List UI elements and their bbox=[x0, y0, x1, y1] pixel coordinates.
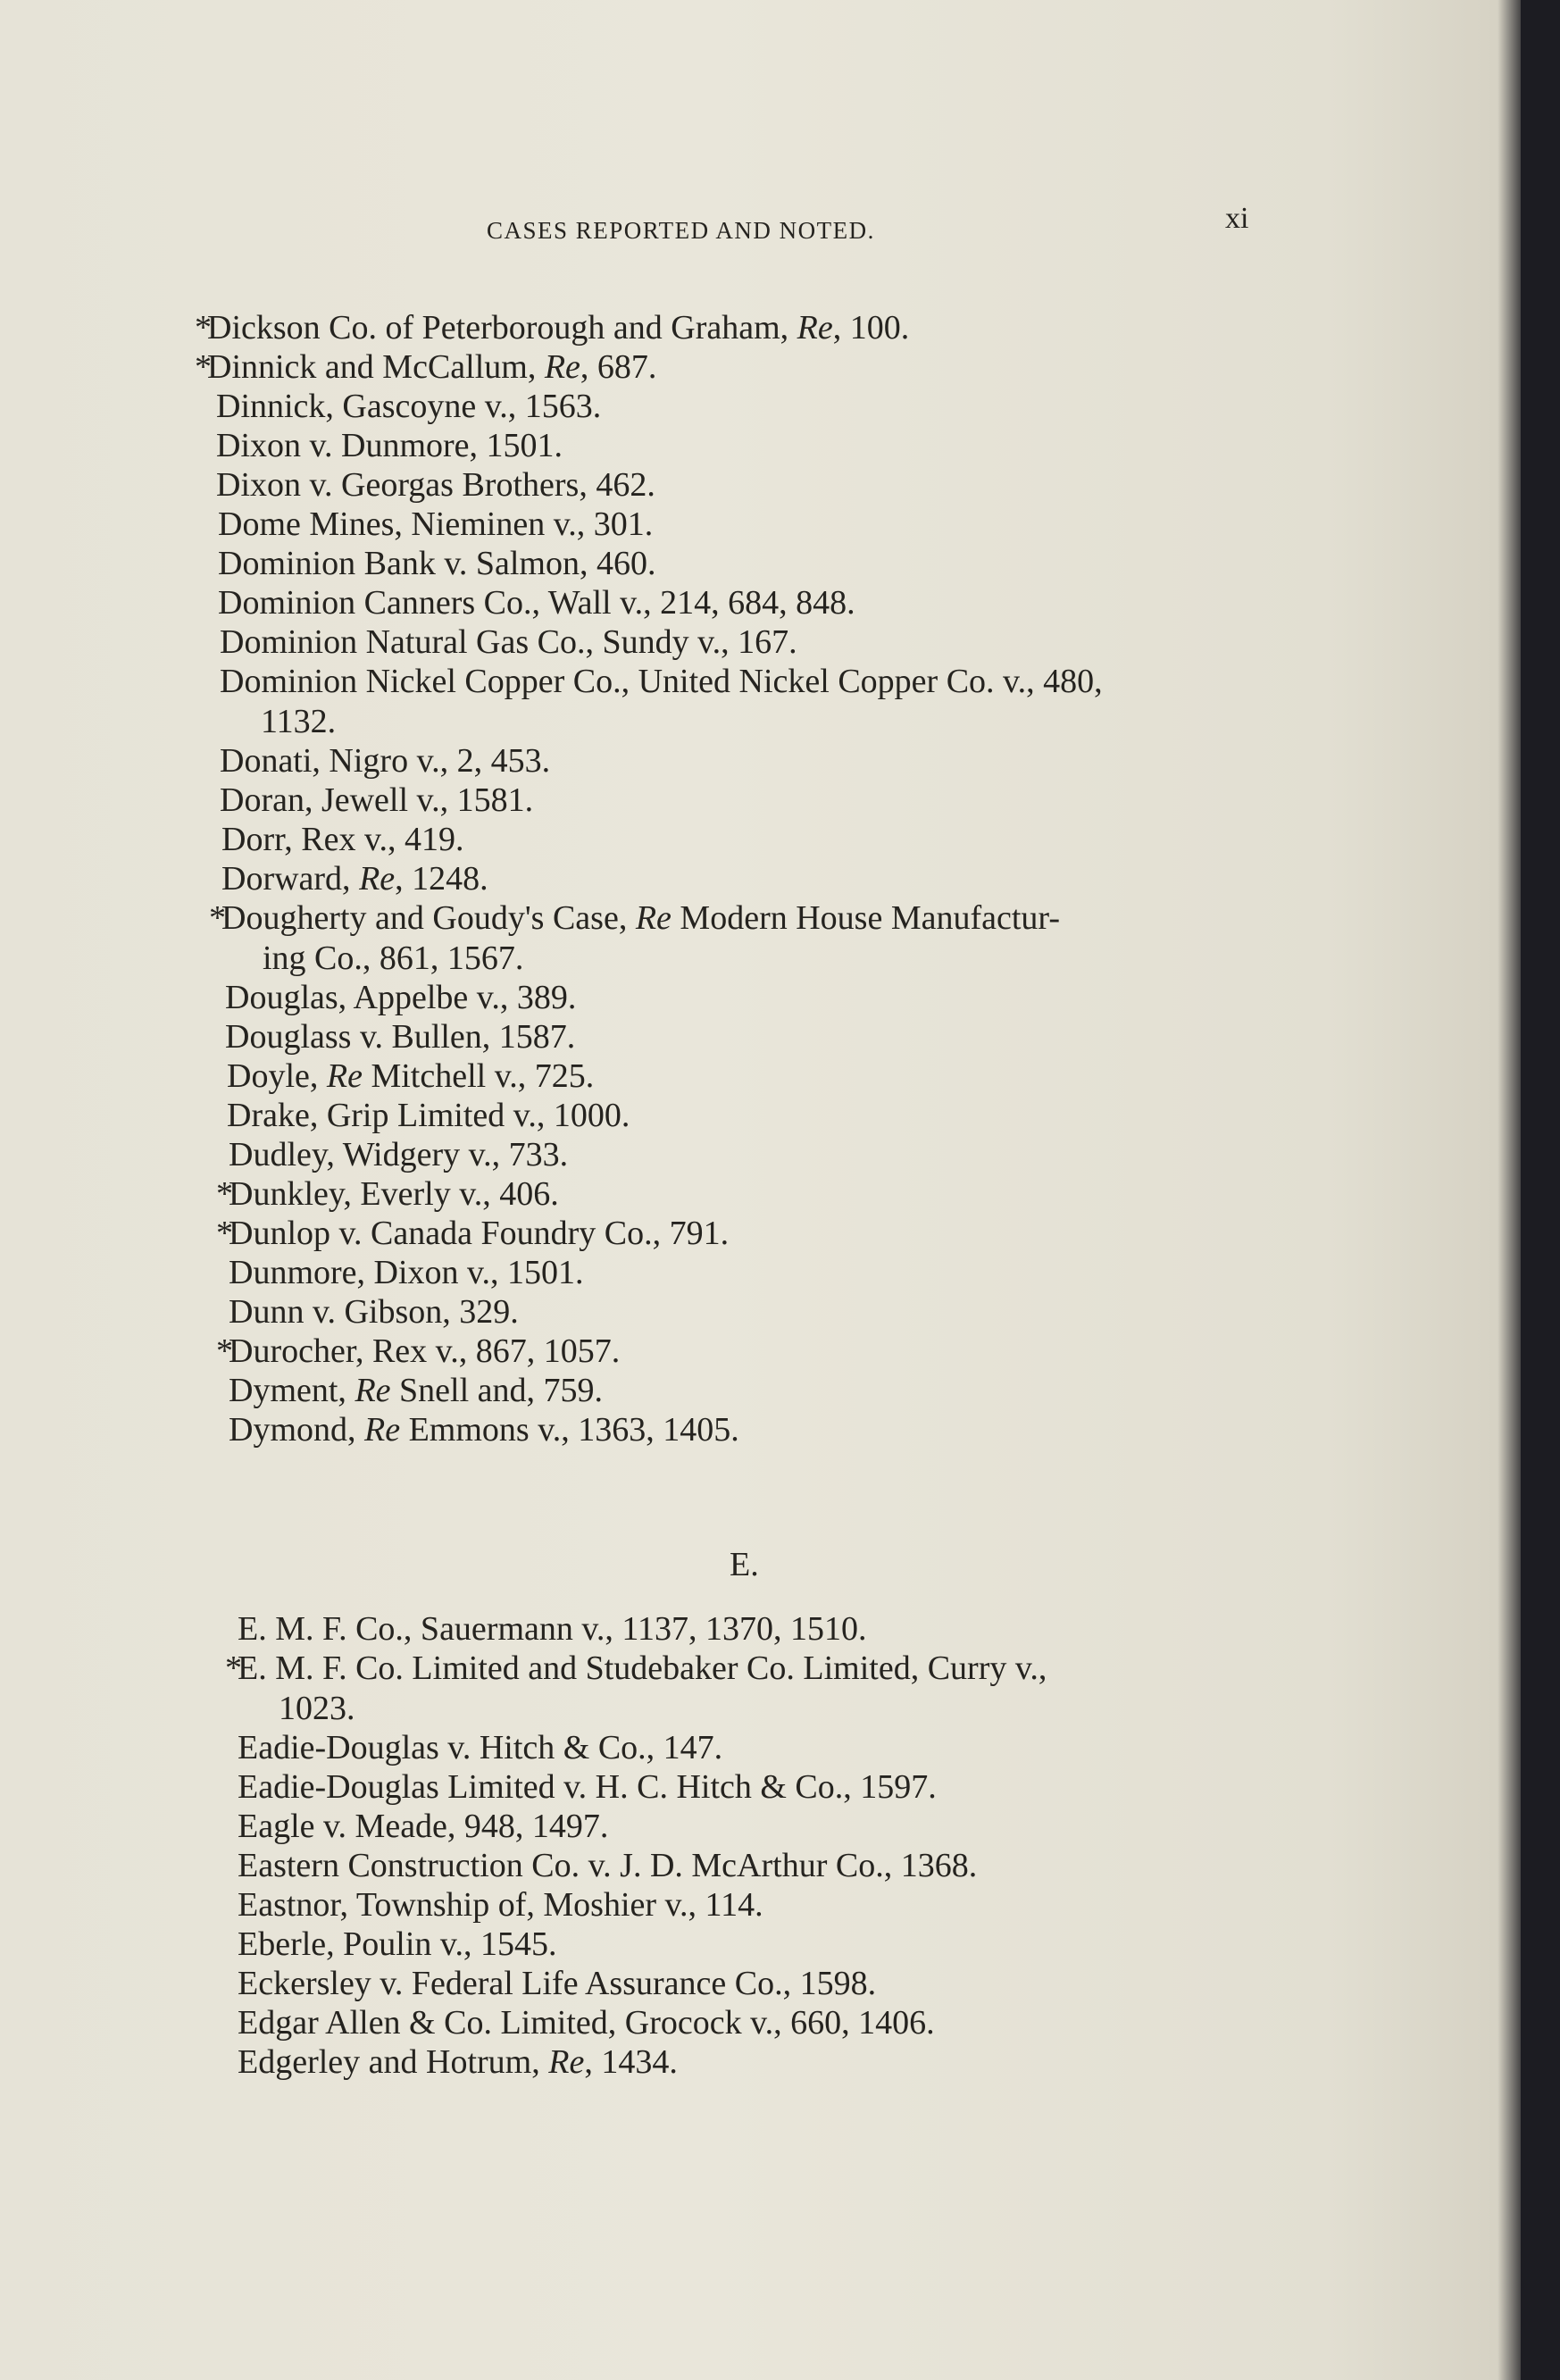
entry-text: Dominion Natural Gas Co., Sundy v., 167. bbox=[220, 623, 797, 661]
index-entry bbox=[220, 662, 1103, 742]
index-entry bbox=[209, 898, 1060, 979]
entry-text: Dinnick, Gascoyne v., 1563. bbox=[216, 388, 602, 425]
index-entry bbox=[238, 2042, 678, 2083]
index-entry bbox=[227, 1056, 594, 1097]
index-entry bbox=[216, 1174, 559, 1215]
index-entry bbox=[218, 505, 653, 545]
entry-text: ing Co., 861, 1567. bbox=[263, 939, 524, 977]
entry-text: Dyment, bbox=[229, 1372, 355, 1409]
entry-text: Edgar Allen & Co. Limited, Grocock v., 660, 1406. bbox=[238, 2004, 935, 2042]
entry-text: Snell and, 759. bbox=[390, 1372, 603, 1409]
entry-re-italic: Re bbox=[364, 1411, 401, 1449]
entry-text: Eckersley v. Federal Life Assurance Co., 1598. bbox=[238, 1965, 877, 2002]
page-binding-edge bbox=[1521, 0, 1560, 2380]
entry-continuation bbox=[221, 939, 1060, 979]
index-entry bbox=[229, 1410, 739, 1450]
entry-text: Durocher, Rex v., 867, 1057. bbox=[229, 1332, 621, 1370]
index-entry bbox=[238, 2003, 935, 2043]
entry-text: , 100. bbox=[832, 309, 910, 347]
entry-text: Modern House Manufactur- bbox=[671, 899, 1060, 937]
entry-text: Drake, Grip Limited v., 1000. bbox=[227, 1097, 630, 1134]
entry-text: Dome Mines, Nieminen v., 301. bbox=[218, 505, 654, 543]
entry-text: , 1248. bbox=[395, 860, 488, 898]
entry-re-italic: Re bbox=[359, 860, 396, 898]
entry-text: Dominion Bank v. Salmon, 460. bbox=[218, 545, 656, 582]
running-head: CASES REPORTED AND NOTED. bbox=[487, 217, 875, 244]
entry-text: Dixon v. Georgas Brothers, 462. bbox=[216, 466, 655, 504]
entry-text: Eastnor, Township of, Moshier v., 114. bbox=[238, 1886, 763, 1924]
index-entry bbox=[225, 1649, 1047, 1729]
entry-text: Eadie-Douglas Limited v. H. C. Hitch & Co., 1597. bbox=[238, 1768, 937, 1806]
entry-text: Dominion Canners Co., Wall v., 214, 684, 848. bbox=[218, 584, 855, 622]
new-case-asterisk: * bbox=[225, 1649, 242, 1687]
index-entry bbox=[238, 1609, 867, 1649]
index-entry bbox=[229, 1135, 568, 1175]
index-entry bbox=[221, 820, 463, 860]
index-entry bbox=[220, 622, 797, 663]
entry-re-italic: Re bbox=[797, 309, 833, 347]
entry-text: Eadie-Douglas v. Hitch & Co., 147. bbox=[238, 1729, 723, 1766]
index-entry bbox=[195, 347, 657, 388]
entry-text: Eagle v. Meade, 948, 1497. bbox=[238, 1808, 609, 1845]
index-entry bbox=[238, 1925, 556, 1965]
index-entry bbox=[229, 1253, 584, 1293]
index-entry bbox=[216, 1332, 621, 1372]
entry-text: Dunn v. Gibson, 329. bbox=[229, 1293, 519, 1331]
index-entry bbox=[225, 1017, 575, 1057]
entry-text: Dorr, Rex v., 419. bbox=[221, 821, 464, 858]
index-entry bbox=[229, 1292, 519, 1332]
entry-re-italic: Re bbox=[544, 348, 580, 386]
index-entry bbox=[238, 1767, 937, 1808]
index-entry bbox=[216, 426, 563, 466]
index-entry bbox=[238, 1846, 977, 1886]
index-entry bbox=[238, 1964, 876, 2004]
new-case-asterisk: * bbox=[195, 309, 212, 347]
entry-text: Mitchell v., 725. bbox=[362, 1057, 595, 1095]
index-entry bbox=[216, 387, 601, 427]
index-entry bbox=[238, 1807, 608, 1847]
entry-text: E. M. F. Co., Sauermann v., 1137, 1370, 1510. bbox=[238, 1610, 867, 1648]
section-heading-e: E. bbox=[730, 1546, 759, 1583]
index-entry bbox=[218, 544, 655, 584]
entry-re-italic: Re bbox=[355, 1372, 391, 1409]
entry-text: 1132. bbox=[261, 703, 337, 740]
index-entry bbox=[220, 781, 533, 821]
index-entry bbox=[227, 1096, 630, 1136]
entry-text: Emmons v., 1363, 1405. bbox=[400, 1411, 739, 1449]
entry-text: Dickson Co. of Peterborough and Graham, bbox=[207, 309, 797, 347]
index-entry bbox=[238, 1885, 763, 1925]
entry-text: Donati, Nigro v., 2, 453. bbox=[220, 742, 551, 780]
new-case-asterisk: * bbox=[216, 1215, 233, 1252]
entry-text: Dominion Nickel Copper Co., United Nickel Copper Co. v., 480, bbox=[220, 663, 1103, 700]
index-entry bbox=[216, 465, 655, 505]
entry-text: Dunmore, Dixon v., 1501. bbox=[229, 1254, 584, 1291]
new-case-asterisk: * bbox=[216, 1175, 233, 1213]
entry-text: 1023. bbox=[279, 1690, 355, 1727]
entry-re-italic: Re bbox=[326, 1057, 363, 1095]
entry-text: Edgerley and Hotrum, bbox=[238, 2043, 549, 2081]
entry-text: Doran, Jewell v., 1581. bbox=[220, 781, 534, 819]
entry-text: Dougherty and Goudy's Case, bbox=[221, 899, 636, 937]
index-entry bbox=[195, 308, 910, 348]
index-entry bbox=[229, 1371, 603, 1411]
page-number: xi bbox=[1225, 202, 1249, 235]
new-case-asterisk: * bbox=[209, 899, 226, 937]
entry-text: Doyle, bbox=[227, 1057, 327, 1095]
entry-re-italic: Re bbox=[548, 2043, 585, 2081]
entry-text: Dunlop v. Canada Foundry Co., 791. bbox=[229, 1215, 730, 1252]
entry-text: E. M. F. Co. Limited and Studebaker Co. Limited, Curry v., bbox=[238, 1649, 1047, 1687]
entry-re-italic: Re bbox=[635, 899, 672, 937]
entry-text: Douglas, Appelbe v., 389. bbox=[225, 979, 577, 1016]
entry-text: , 1434. bbox=[584, 2043, 678, 2081]
index-entry bbox=[238, 1728, 722, 1768]
index-entry bbox=[220, 741, 550, 781]
entry-text: Eberle, Poulin v., 1545. bbox=[238, 1925, 557, 1963]
entry-text: Douglass v. Bullen, 1587. bbox=[225, 1018, 576, 1056]
entry-text: Dunkley, Everly v., 406. bbox=[229, 1175, 559, 1213]
new-case-asterisk: * bbox=[195, 348, 212, 386]
entry-text: Dudley, Widgery v., 733. bbox=[229, 1136, 569, 1173]
entry-text: Dymond, bbox=[229, 1411, 364, 1449]
index-entry bbox=[221, 859, 488, 899]
entry-text: , 687. bbox=[580, 348, 657, 386]
entry-continuation bbox=[238, 1689, 1047, 1729]
entry-text: Eastern Construction Co. v. J. D. McArthur Co., 1368. bbox=[238, 1847, 978, 1884]
entry-continuation bbox=[220, 702, 1103, 742]
entry-text: Dixon v. Dunmore, 1501. bbox=[216, 427, 563, 464]
entry-text: Dinnick and McCallum, bbox=[207, 348, 545, 386]
entry-text: Dorward, bbox=[221, 860, 360, 898]
index-entry bbox=[225, 978, 576, 1018]
index-entry bbox=[216, 1214, 730, 1254]
new-case-asterisk: * bbox=[216, 1332, 233, 1370]
index-entry bbox=[218, 583, 855, 623]
